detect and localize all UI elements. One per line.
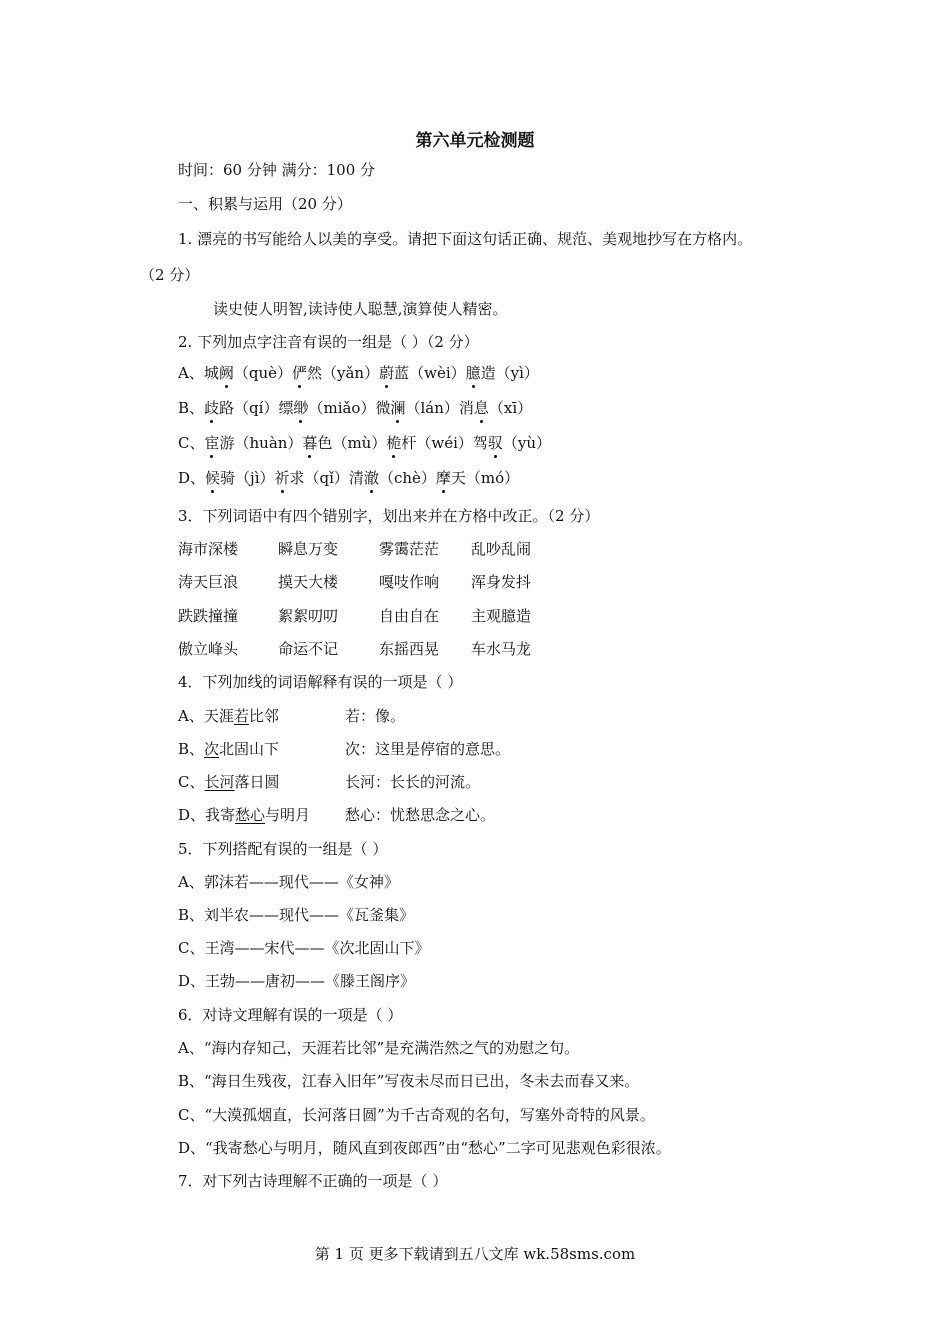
- question-2-option-b: [178, 397, 532, 419]
- word-item: 海市深楼: [178, 540, 239, 558]
- exam-meta: 时间：60 分钟 满分：100 分: [178, 161, 376, 179]
- question-4-option-a: [178, 705, 279, 727]
- question-7-stem: 7．对下列古诗理解不正确的一项是（ ）: [178, 1172, 448, 1190]
- option-text: 北固山下: [219, 740, 280, 758]
- dotted-char: 候: [205, 469, 221, 487]
- question-6-option-b: B、“海日生残夜，江春入旧年”写夜未尽而日已出，冬未去而春又来。: [178, 1072, 640, 1090]
- dotted-char: 蔚: [379, 364, 395, 382]
- option-text: 杆（wéi）驾: [401, 434, 488, 452]
- option-text: 与明月: [265, 806, 311, 824]
- dotted-char: 缈: [293, 399, 309, 417]
- underlined-word: 长河: [204, 773, 235, 791]
- question-1-score: （2 分）: [140, 266, 200, 284]
- option-text: （chè）: [378, 469, 436, 487]
- question-6-option-c: C、“大漠孤烟直，长河落日圆”为千古奇观的名句，写塞外奇特的风景。: [178, 1106, 655, 1124]
- question-4-option-b: [178, 738, 279, 760]
- question-2-option-a: [178, 362, 539, 384]
- question-3-stem: 3．下列词语中有四个错别字，划出来并在方格中改正。（2 分）: [178, 507, 600, 525]
- dotted-char: 阙: [218, 364, 234, 382]
- underlined-word: 愁心: [235, 806, 266, 824]
- option-text: （què）: [233, 364, 292, 382]
- word-item: 絮絮叨叨: [278, 607, 339, 625]
- option-text: A、城: [178, 364, 219, 382]
- question-4-explanation-c: 长河：长长的河流。: [345, 773, 481, 791]
- dotted-char: 歧: [204, 399, 220, 417]
- word-item: 乱吵乱闹: [471, 540, 532, 558]
- dotted-char: 驭: [487, 434, 503, 452]
- word-item: 傲立峰头: [178, 640, 239, 658]
- question-2-stem: 2. 下列加点字注音有误的一组是（ ）（2 分）: [178, 333, 479, 351]
- dotted-char: 摩: [435, 469, 451, 487]
- word-item: 瞬息万变: [278, 540, 339, 558]
- option-text: （xī）: [488, 399, 533, 417]
- dotted-char: 桅: [386, 434, 402, 452]
- dotted-char: 臆: [465, 364, 481, 382]
- option-text: 游（huàn）: [219, 434, 303, 452]
- option-text: 求（qǐ）清: [289, 469, 364, 487]
- dotted-char: 息: [473, 399, 489, 417]
- dotted-char: 宦: [204, 434, 220, 452]
- question-5-option-b: B、刘半农——现代——《瓦釜集》: [178, 906, 415, 924]
- dotted-char: 澈: [363, 469, 379, 487]
- question-4-explanation-a: 若：像。: [345, 707, 406, 725]
- dotted-char: 俨: [292, 364, 308, 382]
- word-item: 自由自在: [379, 607, 440, 625]
- question-5-option-a: A、郭沫若——现代——《女神》: [178, 873, 399, 891]
- question-4-option-d: [178, 804, 310, 826]
- option-text: （lán）消: [405, 399, 474, 417]
- page-footer: 第 1 页 更多下载请到五八文库 wk.58sms.com: [314, 1245, 636, 1263]
- word-item: 雾霭茫茫: [379, 540, 440, 558]
- option-text: 蓝（wèi）: [394, 364, 466, 382]
- question-1-sentence: 读史使人明智,读诗使人聪慧,演算使人精密。: [213, 300, 508, 318]
- dotted-char: 澜: [390, 399, 406, 417]
- option-text: C、: [178, 434, 205, 452]
- question-6-option-d: D、“我寄愁心与明月，随风直到夜郎西”由“愁心”二字可见悲观色彩很浓。: [178, 1139, 671, 1157]
- question-4-stem: 4．下列加线的词语解释有误的一项是（ ）: [178, 673, 463, 691]
- option-text: C、: [178, 773, 205, 791]
- question-4-explanation-d: 愁心：忧愁思念之心。: [345, 806, 496, 824]
- question-4-explanation-b: 次：这里是停宿的意思。: [345, 740, 511, 758]
- option-text: 然（yǎn）: [307, 364, 380, 382]
- question-2-option-d: [178, 467, 519, 489]
- question-5-stem: 5．下列搭配有误的一组是（ ）: [178, 840, 388, 858]
- option-text: 骑（jì）: [220, 469, 275, 487]
- option-text: 造（yì）: [480, 364, 539, 382]
- dotted-char: 暮: [302, 434, 318, 452]
- page-title: 第六单元检测题: [415, 131, 535, 151]
- option-text: 路（qí）缥: [219, 399, 294, 417]
- word-item: 主观臆造: [471, 607, 532, 625]
- word-item: 命运不记: [278, 640, 339, 658]
- option-text: D、我寄: [178, 806, 236, 824]
- word-item: 东摇西晃: [379, 640, 440, 658]
- underlined-word: 次: [204, 740, 220, 758]
- word-item: 跌跌撞撞: [178, 607, 239, 625]
- option-text: B、: [178, 399, 205, 417]
- question-5-option-c: C、王湾——宋代——《次北固山下》: [178, 939, 430, 957]
- question-6-stem: 6．对诗文理解有误的一项是（ ）: [178, 1006, 403, 1024]
- question-4-option-c: [178, 771, 280, 793]
- section-heading: 一、积累与运用（20 分）: [178, 195, 352, 213]
- question-1-stem: 1. 漂亮的书写能给人以美的享受。请把下面这句话正确、规范、美观地抄写在方格内。: [178, 230, 753, 248]
- word-item: 浑身发抖: [471, 573, 532, 591]
- word-item: 涛天巨浪: [178, 573, 239, 591]
- option-text: 色（mù）: [317, 434, 387, 452]
- option-text: D、: [178, 469, 206, 487]
- word-item: 嘎吱作响: [379, 573, 440, 591]
- dotted-char: 祈: [274, 469, 290, 487]
- option-text: 比邻: [248, 707, 279, 725]
- word-item: 车水马龙: [471, 640, 532, 658]
- word-item: 摸天大楼: [278, 573, 339, 591]
- option-text: B、: [178, 740, 205, 758]
- option-text: 落日圆: [234, 773, 280, 791]
- option-text: （yù）: [502, 434, 552, 452]
- option-text: 天（mó）: [450, 469, 520, 487]
- option-text: A、天涯: [178, 707, 234, 725]
- question-6-option-a: A、“海内存知己，天涯若比邻”是充满浩然之气的劝慰之句。: [178, 1039, 580, 1057]
- question-2-option-c: [178, 432, 551, 454]
- underlined-word: 若: [233, 707, 249, 725]
- option-text: （miǎo）微: [308, 399, 391, 417]
- question-5-option-d: D、王勃——唐初——《滕王阁序》: [178, 972, 416, 990]
